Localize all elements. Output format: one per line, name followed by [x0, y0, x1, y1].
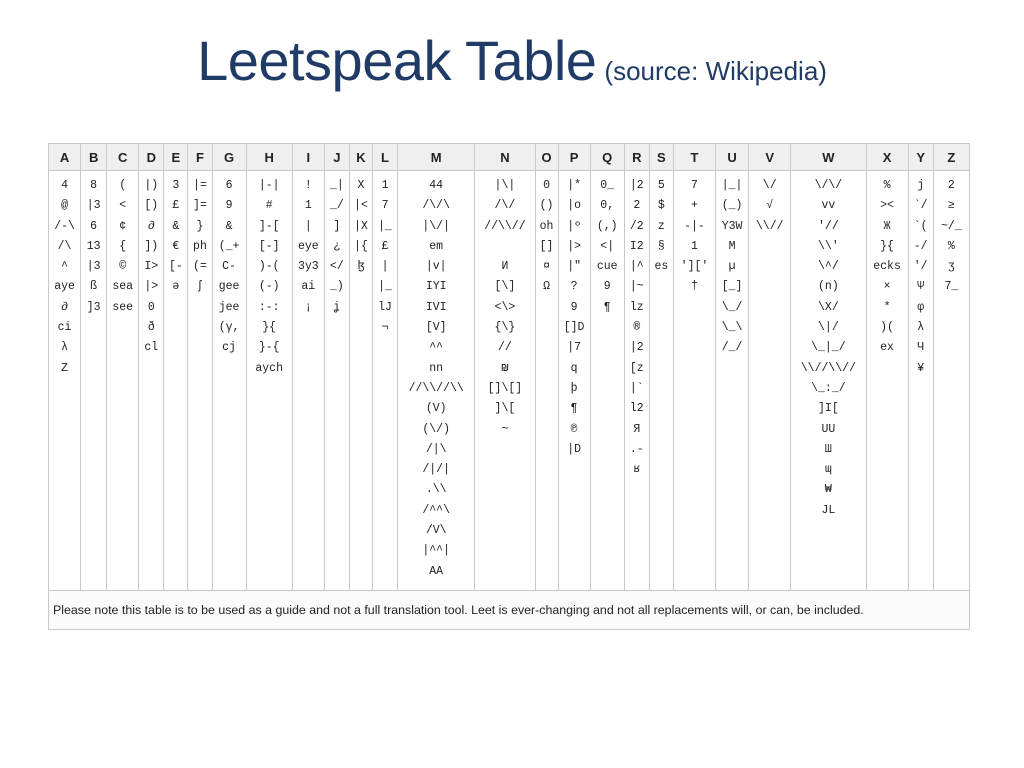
leet-variant: es — [654, 260, 669, 274]
leet-variant: 0 — [147, 300, 155, 314]
leet-variant: ] — [333, 219, 341, 233]
column-header-w: W — [791, 144, 866, 171]
leet-variant: \_/ — [721, 300, 743, 314]
leet-variant: ₩ — [824, 483, 832, 497]
leet-variant: Я — [633, 422, 641, 436]
leet-variant: cl — [144, 341, 159, 355]
leet-variant: ]3 — [86, 300, 101, 314]
leet-variant: IYI — [425, 280, 447, 294]
leet-variant: `/ — [913, 199, 928, 213]
header-row — [49, 144, 970, 171]
leet-variant: () — [539, 199, 554, 213]
leet-variant: + — [691, 199, 698, 213]
leet-variant: ¿ — [333, 239, 341, 253]
leet-variant: |3 — [86, 260, 101, 274]
leet-variant: 6 — [225, 179, 233, 192]
column-header-m: M — [398, 144, 475, 171]
leet-variant: 9 — [570, 300, 578, 314]
leet-variant: []\[] — [487, 381, 523, 395]
leet-variant: 1 — [691, 239, 698, 253]
leet-variant: |^^| — [422, 544, 450, 558]
column-header-r: R — [624, 144, 649, 171]
leet-variant: |) — [144, 179, 159, 192]
leet-variant: φ — [917, 300, 925, 314]
leet-variant: ɮ — [357, 260, 365, 274]
column-values-i — [292, 171, 324, 591]
column-header-t: T — [673, 144, 715, 171]
column-header-n: N — [475, 144, 535, 171]
leet-variant: Ω — [543, 280, 550, 294]
leet-variant: & — [172, 219, 180, 233]
leet-variant: \/\/ — [814, 179, 843, 192]
leet-variant: -/ — [913, 239, 928, 253]
column-values-u — [716, 171, 749, 591]
column-values-g — [212, 171, 246, 591]
leet-variant: _) — [329, 280, 344, 294]
leet-variant: X — [357, 179, 365, 192]
leet-variant: ]) — [144, 239, 159, 253]
leet-variant: |\/| — [422, 219, 450, 233]
leet-variant: × — [883, 280, 891, 294]
leet-variant: § — [657, 239, 665, 253]
leet-variant: |> — [144, 280, 159, 294]
leet-variant: 2 — [947, 179, 955, 192]
leet-variant: l2 — [629, 402, 644, 416]
leet-variant: # — [265, 199, 273, 213]
title-source: (source: Wikipedia) — [604, 56, 827, 86]
leet-variant: '// — [818, 219, 839, 233]
leet-variant: ¶ — [570, 402, 578, 416]
leet-variant: ci — [57, 321, 72, 335]
leet-variant: µ — [728, 260, 736, 274]
column-header-u: U — [716, 144, 749, 171]
leet-variant: vv — [821, 199, 836, 213]
column-header-k: K — [349, 144, 372, 171]
leet-variant: z — [657, 219, 665, 233]
leet-variant: ʃ — [196, 280, 204, 294]
leet-variant: /2 — [629, 219, 644, 233]
leet-variant: ∂ — [147, 219, 155, 233]
leet-variant: '][' — [680, 260, 709, 274]
leet-variant: \\//\\// — [800, 361, 856, 375]
note-row — [49, 591, 970, 630]
leet-variant: lz — [629, 300, 644, 314]
leet-variant: |2 — [629, 179, 644, 192]
leet-variant: /\ — [57, 239, 72, 253]
leet-variant: |> — [567, 239, 582, 253]
column-header-y: Y — [908, 144, 933, 171]
substitutions-row — [49, 171, 970, 591]
leet-variant: (-) — [258, 280, 280, 294]
leet-variant: cj — [222, 341, 236, 355]
column-header-s: S — [649, 144, 673, 171]
leet-variant: q — [570, 361, 578, 375]
leet-variant: 7_ — [944, 280, 959, 294]
column-values-n — [475, 171, 535, 591]
leet-variant: 8 — [90, 179, 98, 192]
leet-variant: |\| — [494, 179, 516, 192]
column-values-m — [398, 171, 475, 591]
leet-variant: /\/ — [494, 199, 516, 213]
leet-variant: 9 — [225, 199, 233, 213]
leet-variant: ¤ — [543, 260, 550, 274]
leet-variant: ℗ — [570, 422, 578, 436]
leet-variant: ai — [301, 280, 316, 294]
column-values-y — [908, 171, 933, 591]
leet-variant: [V] — [425, 321, 447, 335]
leet-variant: ]\[ — [494, 402, 516, 416]
leet-variant: @ — [61, 199, 68, 213]
column-values-q — [590, 171, 624, 591]
leet-variant: \/ — [762, 179, 777, 192]
leet-variant: |~ — [629, 280, 644, 294]
column-values-z — [933, 171, 969, 591]
leet-variant: [) — [144, 199, 159, 213]
leet-variant: `( — [913, 219, 928, 233]
leet-variant: |_ — [378, 219, 392, 233]
leet-variant: (,) — [596, 219, 618, 233]
leet-variant: \X/ — [818, 300, 839, 314]
leet-variant: UU — [821, 422, 836, 436]
leet-variant: ¶ — [603, 300, 611, 314]
leet-variant: cue — [596, 260, 618, 274]
column-header-c: C — [107, 144, 139, 171]
leet-variant: ∂ — [61, 300, 68, 314]
leet-variant: em — [429, 239, 444, 253]
leet-variant: 0_ — [600, 179, 615, 192]
leet-variant: _| — [329, 179, 344, 192]
leet-variant: 13 — [86, 239, 101, 253]
leet-variant: 5 — [657, 179, 665, 192]
column-values-c — [107, 171, 139, 591]
leet-variant: /V\ — [425, 524, 447, 538]
leet-variant: sea — [112, 280, 134, 294]
leet-variant: 7 — [691, 179, 698, 192]
leet-variant: \_:_/ — [811, 381, 846, 395]
leet-variant: -|- — [684, 219, 705, 233]
column-header-q: Q — [590, 144, 624, 171]
leet-variant: ]I[ — [818, 402, 839, 416]
leet-variant: _/ — [329, 199, 344, 213]
leet-variant: © — [119, 260, 127, 274]
leet-variant: 44 — [429, 179, 444, 192]
leet-variant: 0, — [600, 199, 615, 213]
leet-variant: 0 — [543, 179, 550, 192]
column-header-e: E — [164, 144, 188, 171]
leet-variant: </ — [329, 260, 344, 274]
leet-variant: /|\ — [425, 442, 447, 456]
leet-variant: see — [112, 300, 134, 314]
leet-variant: % — [947, 239, 955, 253]
leet-variant: /\/\ — [422, 199, 450, 213]
column-values-w — [791, 171, 866, 591]
leetspeak-table — [48, 143, 970, 630]
leet-variant: []D — [563, 321, 585, 335]
leet-variant: Ψ — [917, 280, 925, 294]
leet-variant: |2 — [629, 341, 644, 355]
column-header-f: F — [188, 144, 212, 171]
leet-variant: Z — [61, 361, 68, 375]
leet-variant: )( — [880, 321, 894, 335]
leet-variant — [475, 237, 534, 257]
leet-variant: [] — [539, 239, 554, 253]
leet-variant: (γ, — [218, 321, 240, 335]
leet-variant: |< — [354, 199, 368, 213]
leet-variant: M — [728, 239, 736, 253]
leet-variant: AA — [429, 564, 444, 578]
leet-variant: \^/ — [818, 260, 839, 274]
leet-variant: :-: — [258, 300, 280, 314]
column-header-j: J — [324, 144, 349, 171]
leet-variant: {\} — [494, 321, 516, 335]
leet-variant: |3 — [86, 199, 101, 213]
column-values-f — [188, 171, 212, 591]
leet-variant: ( — [119, 179, 127, 192]
leet-variant: \\' — [818, 239, 839, 253]
leet-variant: ! — [304, 179, 312, 192]
leet-variant: (n) — [818, 280, 839, 294]
column-header-l: L — [372, 144, 397, 171]
leet-variant: |_ — [378, 280, 392, 294]
leet-variant: <| — [600, 239, 615, 253]
leet-variant: aye — [54, 280, 75, 294]
column-values-a — [49, 171, 81, 591]
leet-variant: ß — [90, 280, 98, 294]
leet-variant: }{ — [880, 239, 894, 253]
leet-variant: þ — [570, 381, 578, 395]
leet-variant: ~ — [501, 422, 509, 436]
leet-variant: $ — [657, 199, 665, 213]
column-header-a: A — [49, 144, 81, 171]
leet-variant: & — [225, 219, 233, 233]
leet-variant: ʝ — [333, 300, 341, 314]
leet-variant: |v| — [425, 260, 447, 274]
leet-variant: (\/) — [422, 422, 450, 436]
leet-variant: /_/ — [721, 341, 743, 355]
leet-variant: | — [304, 219, 312, 233]
leet-variant: ex — [880, 341, 894, 355]
leet-variant: € — [172, 239, 180, 253]
leet-variant: eye — [297, 239, 319, 253]
column-values-t — [673, 171, 715, 591]
column-header-v: V — [749, 144, 791, 171]
leet-variant: /-\ — [54, 219, 75, 233]
leet-variant: ʁ — [633, 463, 641, 477]
leet-variant: \_|_/ — [811, 341, 846, 355]
leet-variant: |o — [567, 199, 582, 213]
column-header-g: G — [212, 144, 246, 171]
leet-variant: )-( — [258, 260, 280, 274]
column-values-h — [246, 171, 292, 591]
leet-variant: (= — [193, 260, 207, 274]
column-header-p: P — [558, 144, 590, 171]
leet-variant: /^^\ — [422, 503, 450, 517]
column-values-d — [139, 171, 164, 591]
table-note: Please note this table is to be used as a guide and not a full translation tool. Leet is ever-changing and not all replacements will, or can, be included. — [49, 591, 970, 630]
leet-variant: |º — [567, 219, 582, 233]
column-header-i: I — [292, 144, 324, 171]
leet-variant: (_+ — [218, 239, 240, 253]
column-header-h: H — [246, 144, 292, 171]
column-values-s — [649, 171, 673, 591]
leet-variant: } — [196, 219, 204, 233]
leet-variant: <\> — [494, 300, 516, 314]
column-values-b — [81, 171, 107, 591]
leet-variant: ]= — [193, 199, 207, 213]
column-values-k — [349, 171, 372, 591]
leet-variant: { — [119, 239, 127, 253]
leet-variant: /|/| — [422, 463, 450, 477]
leet-variant: λ — [61, 341, 68, 355]
leet-variant: >< — [880, 199, 894, 213]
leet-variant: |^ — [629, 260, 644, 274]
leet-variant: JL — [821, 503, 836, 517]
leet-variant: oh — [539, 219, 554, 233]
leet-variant: 1 — [381, 179, 389, 192]
leet-variant: .\\ — [425, 483, 447, 497]
leet-variant: |7 — [567, 341, 582, 355]
column-values-p — [558, 171, 590, 591]
leet-variant: ^ — [61, 260, 68, 274]
leet-variant: (V) — [425, 402, 447, 416]
leet-variant: √ — [766, 199, 774, 213]
column-header-x: X — [866, 144, 908, 171]
leet-variant: ɰ — [824, 463, 832, 477]
leet-variant: ¡ — [304, 300, 312, 314]
leet-variant: |X — [354, 219, 368, 233]
leet-variant: † — [691, 280, 698, 294]
leet-variant: nn — [429, 361, 444, 375]
leet-variant: \|/ — [818, 321, 839, 335]
leet-variant: |" — [567, 260, 582, 274]
leet-variant: [_] — [721, 280, 743, 294]
leet-variant: 6 — [90, 219, 98, 233]
leet-variant: ₪ — [501, 361, 509, 375]
leet-variant: Ж — [883, 219, 891, 233]
leet-variant: [z — [629, 361, 644, 375]
leet-variant: |-| — [258, 179, 280, 192]
leet-variant: 4 — [61, 179, 68, 192]
leet-variant: '/ — [913, 260, 928, 274]
leet-variant: |` — [629, 381, 644, 395]
leet-variant: aych — [255, 361, 283, 375]
leet-variant: .- — [629, 442, 644, 456]
leet-variant: |{ — [354, 239, 368, 253]
leet-variant: |D — [567, 442, 582, 456]
column-header-z: Z — [933, 144, 969, 171]
leet-variant: I2 — [629, 239, 644, 253]
leet-variant: Ш — [824, 442, 832, 456]
leet-variant: % — [883, 179, 891, 192]
leet-variant: 3 — [172, 179, 180, 192]
column-values-e — [164, 171, 188, 591]
leet-variant: gee — [218, 280, 240, 294]
leet-variant: Ч — [917, 341, 925, 355]
leet-variant: 3y3 — [297, 260, 319, 274]
leet-variant: j — [917, 179, 925, 192]
leet-variant: 7 — [381, 199, 389, 213]
leet-variant: \\// — [755, 219, 784, 233]
leet-variant: ^^ — [429, 341, 444, 355]
leet-variant: [- — [168, 260, 183, 274]
column-values-x — [866, 171, 908, 591]
leet-variant: £ — [172, 199, 180, 213]
leet-variant: И — [501, 260, 509, 274]
leet-variant: |* — [567, 179, 582, 192]
leet-variant: 1 — [304, 199, 312, 213]
leet-variant: ¢ — [119, 219, 127, 233]
leet-variant: ? — [570, 280, 578, 294]
leet-variant: }{ — [262, 321, 277, 335]
leet-variant: λ — [917, 321, 925, 335]
leet-variant: 9 — [603, 280, 611, 294]
leet-variant: C- — [222, 260, 236, 274]
leet-variant: }-{ — [258, 341, 280, 355]
leet-variant: ]-[ — [258, 219, 280, 233]
leet-variant: \_\ — [721, 321, 743, 335]
leet-variant: ə — [172, 280, 180, 294]
leet-variant: ph — [193, 239, 207, 253]
leet-variant: ð — [147, 321, 155, 335]
column-header-o: O — [535, 144, 558, 171]
leet-variant: 2 — [633, 199, 641, 213]
leet-variant: ≥ — [947, 199, 955, 213]
leet-variant: (_) — [721, 199, 743, 213]
leet-variant: ® — [633, 321, 641, 335]
leet-variant: ¬ — [381, 321, 389, 335]
leet-variant: < — [119, 199, 127, 213]
leet-variant: ~/_ — [940, 219, 962, 233]
leet-variant: Y3W — [721, 219, 743, 233]
leet-variant: //\\// — [484, 219, 526, 233]
leet-variant: |= — [193, 179, 207, 192]
column-header-d: D — [139, 144, 164, 171]
slide-title — [0, 28, 1024, 93]
column-header-b: B — [81, 144, 107, 171]
leet-variant: * — [883, 300, 891, 314]
leet-variant: [\] — [494, 280, 516, 294]
leet-variant: jee — [218, 300, 240, 314]
leet-variant: |_| — [721, 179, 743, 192]
title-main: Leetspeak Table — [197, 29, 597, 92]
leet-variant: | — [381, 260, 389, 274]
column-values-o — [535, 171, 558, 591]
leet-variant: £ — [381, 239, 389, 253]
leet-variant: lJ — [378, 300, 392, 314]
column-values-l — [372, 171, 397, 591]
leet-variant: ʒ — [947, 260, 955, 274]
leet-variant: ¥ — [917, 361, 925, 375]
column-values-v — [749, 171, 791, 591]
column-values-j — [324, 171, 349, 591]
leet-variant: //\\//\\ — [408, 381, 464, 395]
leet-variant: // — [498, 341, 512, 355]
leet-variant: I> — [144, 260, 159, 274]
leet-variant: ecks — [873, 260, 901, 274]
column-values-r — [624, 171, 649, 591]
leet-variant: IVI — [425, 300, 447, 314]
leet-variant: [-] — [258, 239, 280, 253]
